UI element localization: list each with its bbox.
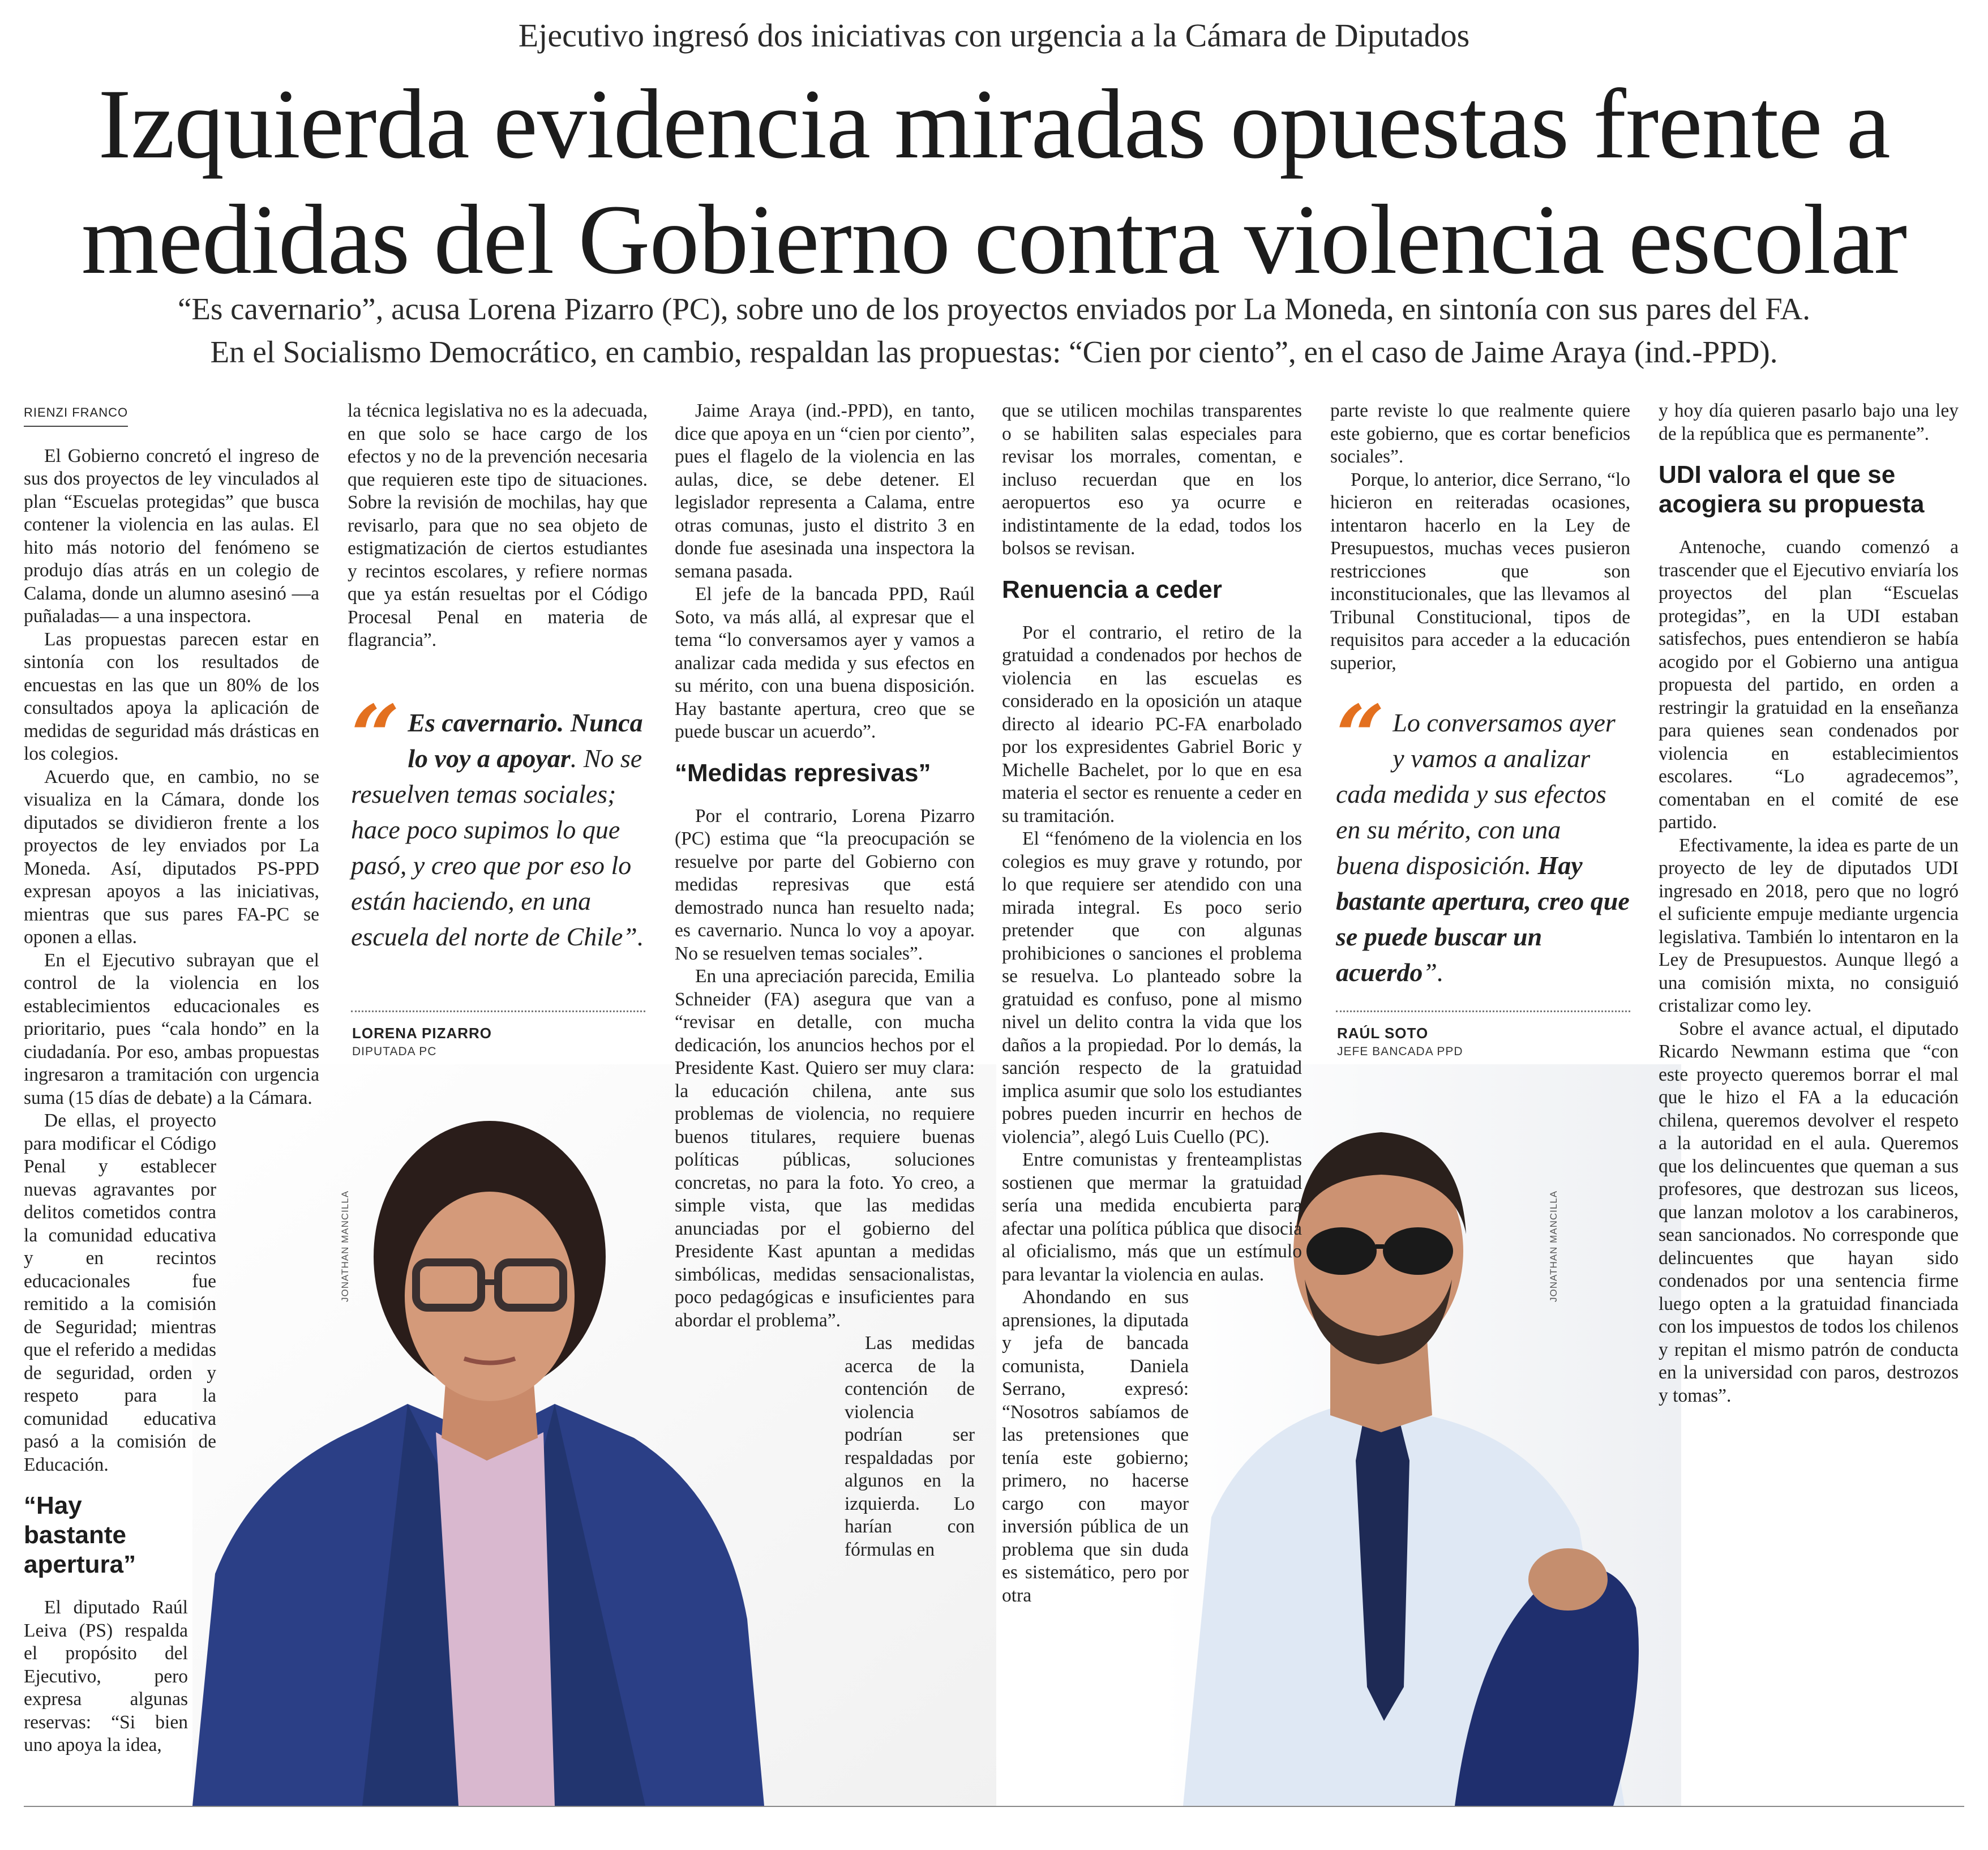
col1-paragraph-3: Acuerdo que, en cambio, no se visualiza en la Cámara, donde los diputados se dividieron frente a los proyectos de ley enviados por La Moneda. Así, diputados PS-PPD expresan apoyos a las iniciativas, mientras que sus pares FA-PC se oponen a ellas. — [24, 766, 319, 948]
quote-divider — [1336, 1010, 1630, 1012]
pull-quote-soto-end: ”. — [1423, 958, 1444, 987]
byline: RIENZI FRANCO — [24, 401, 128, 427]
column-1 — [24, 400, 319, 1757]
col3-paragraph-5: Las medidas acerca de la contención de violencia podrían ser respaldadas por algunos en la izquierda. Lo harían con fórmulas en — [845, 1333, 975, 1560]
col3-paragraph-4: En una apreciación parecida, Emilia Schneider (FA) asegura que van a “revisar en detalle, con mucha dedicación, los anuncios hechos por el Presidente Kast. Quiero ser muy clara: la educación chilena, ante sus problemas de violencia, no requiere buenos titulares, requiere buenas políticas públicas, soluciones concretas, no para la foto. Yo creo, a simple vista, que las medidas anunciadas por el gobierno del Presidente Kast apuntan a medidas simbólicas, medidas sensacionalistas, poco pedagógicas e insuficientes para abordar el problema”. — [675, 966, 975, 1331]
col4-paragraph-3: El “fenómeno de la violencia en los colegios es muy grave y rotundo, por lo que requiere ser atendido con una mirada integral. Es poco serio pretender que con algunas prohibiciones o sanciones el problema se resuelva. Lo planteado sobre la gratuidad es confuso, pone al mismo nivel un delito contra la vida que los daños a la propiedad. Por lo demás, la sanción respecto de la gratuidad implica asumir que solo los estudiantes pobres pueden incurrir en hechos de violencia”, alegó Luis Cuello (PC). — [1002, 828, 1302, 1147]
quote-divider — [351, 1010, 645, 1012]
col3-subhead: “Medidas represivas” — [675, 759, 931, 787]
col1-paragraph-1: El Gobierno concretó el ingreso de sus dos proyectos de ley vinculados al plan “Escuelas protegidas” que busca contener la violencia en las aulas. El hito más notorio del fenómeno se produjo días atrás en un colegio de Calama, donde un alumno asesinó —a puñaladas— a una inspectora. — [24, 445, 319, 627]
headline-line-1: Izquierda evidencia miradas opuestas frente a — [98, 69, 1890, 179]
col1-subhead: “Hay bastante apertura” — [24, 1492, 136, 1578]
col4-paragraph-1: que se utilicen mochilas transparentes o se habiliten salas especiales para revisar los morrales, comentan, e incluso recuerdan que en los aeropuertos eso ya ocurre e indistintamente de la edad, todos los bolsos se revisan. — [1002, 400, 1302, 559]
kicker: Ejecutivo ingresó dos iniciativas con urgencia a la Cámara de Diputados — [518, 17, 1470, 54]
deck-line-1: “Es cavernario”, acusa Lorena Pizarro (PC), sobre uno de los proyectos enviados por La Moneda, en sintonía con sus pares del FA. — [177, 292, 1811, 326]
deck — [34, 288, 1954, 374]
col4-paragraph-2: Por el contrario, el retiro de la gratuidad a condenados por hechos de violencia en las escuelas es considerado en la oposición un ataque directo al ideario PC-FA enarbolado por los expresidentes Gabriel Boric y Michelle Bachelet, por lo que en esa materia el sector es renuente a ceder en su tramitación. — [1002, 622, 1302, 826]
col1-paragraph-6: El diputado Raúl Leiva (PS) respalda el propósito del Ejecutivo, pero expresa algunas reservas: “Si bien uno apoya la idea, — [24, 1597, 188, 1755]
col3-paragraph-2: El jefe de la bancada PPD, Raúl Soto, va más allá, al expresar que el tema “lo conversamos ayer y vamos a analizar cada medida y sus efectos en su mérito, con una buena disposición. Hay bastante apertura, creo que se puede buscar un acuerdo”. — [675, 584, 975, 742]
quote-author-name: LORENA PIZARRO — [352, 1025, 492, 1042]
col6-paragraph-3: Efectivamente, la idea es parte de un proyecto de ley de diputados UDI ingresado en 2018, pero que no logró el suficiente empuje mediante urgencia legislativa. También lo intentaron en la Ley de Presupuestos. Aunque llegó a una comisión mixta, no consiguió cristalizar como ley. — [1659, 834, 1959, 1016]
pull-quote-soto-text: Lo conversamos ayer y vamos a analizar cada medida y sus efectos en su mérito, con una buena disposición. — [1336, 708, 1616, 880]
col6-paragraph-4: Sobre el avance actual, el diputado Ricardo Newmann estima que “con este proyecto queremos borrar el mal que le hizo el FA a la educación chilena, queremos devolver el respeto a la autoridad en el aula. Queremos que los delincuentes que queman a sus profesores, que destrozan sus liceos, que lanzan molotov a los carabineros, sean sancionados. No corresponde que delincuentes que hayan sido condenados por una sentencia firme luego opten a la gratuidad financiada con los impuestos de todos los chilenos y repitan el mismo patrón de conducta en la universidad con paros, destrozos y tomas”. — [1659, 1018, 1959, 1406]
headline — [23, 67, 1965, 298]
column-4 — [1002, 400, 1302, 1607]
column-6 — [1659, 400, 1959, 1407]
col6-subhead: UDI valora el que se acogiera su propuesta — [1659, 461, 1925, 518]
col5-paragraph-1: parte reviste lo que realmente quiere este gobierno, que es cortar beneficios sociales”. — [1330, 400, 1630, 467]
col1-paragraph-4: En el Ejecutivo subrayan que el control de la violencia en los establecimientos educacionales es prioritario, pues “cala hondo” en la ciudadanía. Por eso, ambas propuestas ingresaron a tramitación con urgencia suma (15 días de debate) a la Cámara. — [24, 949, 319, 1108]
col6-paragraph-1: y hoy día quieren pasarlo bajo una ley de la república que es permanente”. — [1659, 400, 1959, 444]
quote-author-name: RAÚL SOTO — [1337, 1025, 1429, 1042]
quote-author-role: JEFE BANCADA PPD — [1337, 1045, 1463, 1058]
column-2 — [348, 400, 648, 652]
col6-paragraph-2: Antenoche, cuando comenzó a trascender que el Ejecutivo enviaría los proyectos del plan “Escuelas protegidas”, en la UDI estaban satisfechos, pues entendieron se había acogido por el Gobierno una antigua propuesta del partido, en orden a restringir la gratuidad en la enseñanza para quienes sean condenados por violencia en establecimientos escolares. “Lo agradecemos”, comentaban en el comité de ese partido. — [1659, 537, 1959, 833]
col2-paragraph-1: la técnica legislativa no es la adecuada, en que solo se hace cargo de los efectos y no de la prevención necesaria que requieren este tipo de situaciones. Sobre la revisión de mochilas, hay que revisarlo, para que no sea objeto de estigmatización de ciertos estudiantes y recintos escolares, y refiere normas que ya están resueltas por el Código Procesal Penal en materia de flagrancia”. — [348, 400, 648, 650]
headline-line-2: medidas del Gobierno contra violencia escolar — [81, 185, 1907, 295]
col3-paragraph-3: Por el contrario, Lorena Pizarro (PC) estima que “la preocupación se resuelve por parte del Gobierno con medidas represivas que está demostrado nunca han resuelto nada; es cavernario. Nunca lo voy a apoyar. No se resuelven temas sociales”. — [675, 805, 975, 964]
column-5 — [1330, 400, 1630, 675]
pull-quote-soto — [1336, 687, 1630, 990]
col1-paragraph-2: Las propuestas parecen estar en sintonía con los resultados de encuestas en las que un 80% de los consultados apoya la aplicación de medidas de seguridad más drásticas en los colegios. — [24, 628, 319, 764]
deck-line-2: En el Socialismo Democrático, en cambio, respaldan las propuestas: “Cien por ciento”, en el caso de Jaime Araya (ind.-PPD). — [210, 335, 1778, 369]
quote-author-role: DIPUTADA PC — [352, 1045, 437, 1058]
column-3 — [675, 400, 975, 1561]
col1-paragraph-5: De ellas, el proyecto para modificar el Código Penal y establecer nuevas agravantes por delitos cometidos contra la comunidad educativa y en recintos educacionales fue remitido a la comisión de Seguridad; mientras que el referido a medidas de seguridad, orden y respeto para la comunidad educativa pasó a la comisión de Educación. — [24, 1110, 216, 1475]
quote-mark-icon: “ — [1336, 687, 1385, 786]
bottom-rule — [24, 1806, 1964, 1807]
pull-quote-pizarro-text: . No se resuelven temas sociales; hace poco supimos lo que pasó, y creo que por eso lo están haciendo, en una escuela del norte de Chile”. — [351, 744, 644, 951]
col4-subhead: Renuencia a ceder — [1002, 575, 1222, 603]
pull-quote-soto-bold: Hay bastante apertura, creo que se puede buscar un acuerdo — [1336, 851, 1630, 987]
pull-quote-pizarro — [351, 687, 645, 954]
col4-paragraph-4: Entre comunistas y frenteamplistas sostienen que mermar la gratuidad sería una medida encubierta para afectar una política pública que disocia al oficialismo, más que un estímulo para levantar la violencia en aulas. — [1002, 1149, 1302, 1285]
col5-paragraph-2: Porque, lo anterior, dice Serrano, “lo hicieron en reiteradas ocasiones, intentaron hacerlo en la Ley de Presupuestos, muchas veces pusieron restricciones que son inconstitucionales, que las llevamos al Tribunal Constitucional, tipos de requisitos para acceder a la educación superior, — [1330, 469, 1630, 674]
pull-quote-pizarro-bold: Es cavernario. Nunca lo voy a apoyar — [408, 708, 643, 773]
photo-credit-right: JONATHAN MANCILLA — [1548, 1190, 1559, 1302]
quote-mark-icon: “ — [351, 687, 400, 786]
col3-paragraph-1: Jaime Araya (ind.-PPD), en tanto, dice que apoya en un “cien por ciento”, pues el flagelo de la violencia en las aulas, dice, se debe detener. El legislador representa a Calama, entre otras comunas, justo el distrito 3 en donde fue asesinada una inspectora la semana pasada. — [675, 400, 975, 582]
col4-paragraph-5: Ahondando en sus aprensiones, la diputada y jefa de bancada comunista, Daniela Serrano, expresó: “Nosotros sabíamos de las pretensiones que tenía este gobierno; primero, no hacerse cargo con mayor inversión pública de un problema que sin duda es sistemático, pero por otra — [1002, 1287, 1189, 1606]
photo-credit-left: JONATHAN MANCILLA — [340, 1190, 350, 1302]
